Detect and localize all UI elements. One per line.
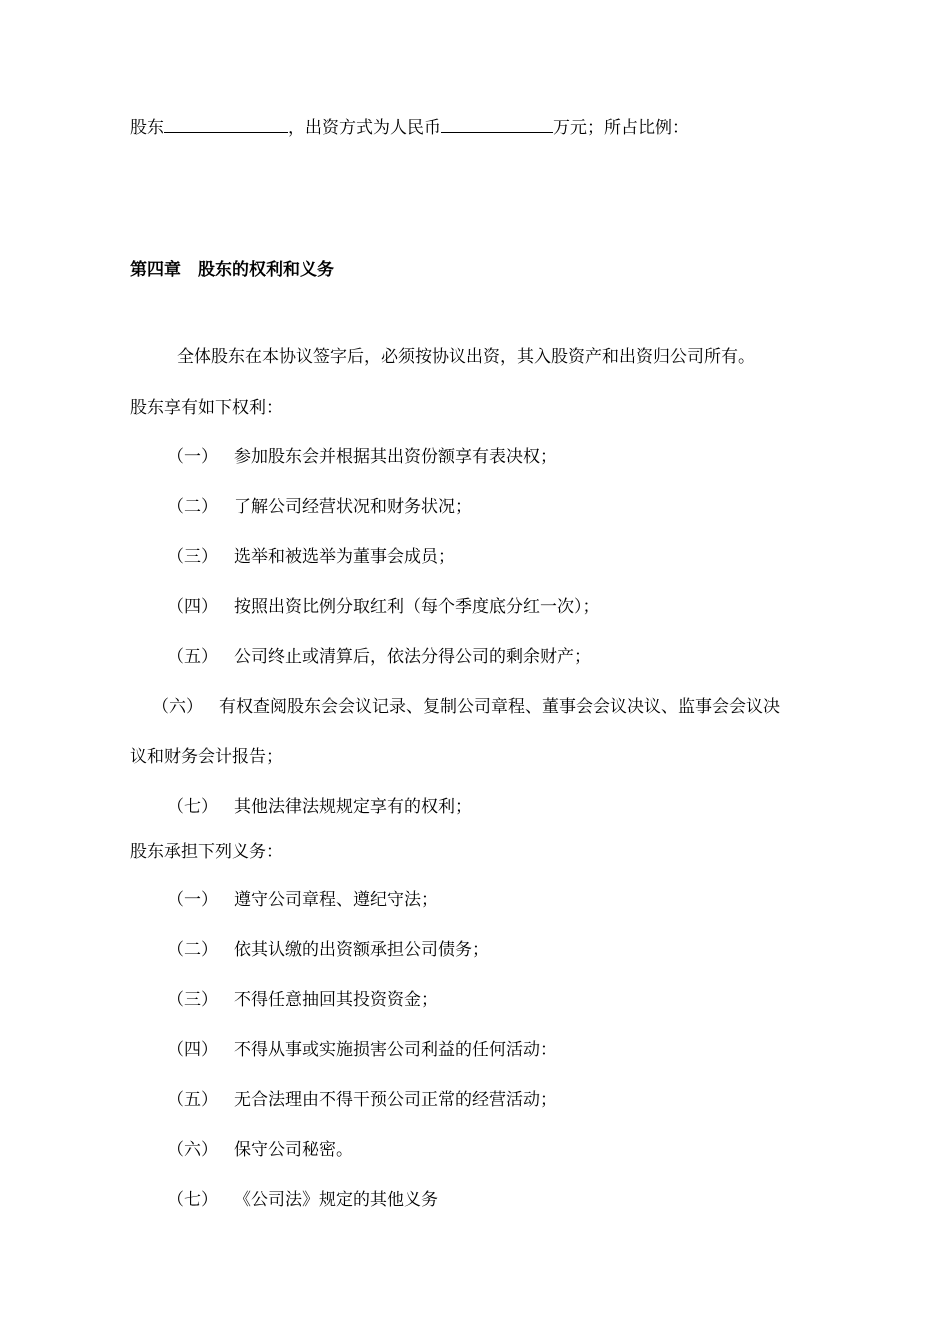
item-number: （一） (167, 447, 218, 467)
item-text: 按照出资比例分取红利（每个季度底分红一次）； (234, 597, 600, 617)
item-number: （六） (152, 697, 203, 717)
item-number: （四） (167, 597, 218, 617)
contribution-method-text: ，出资方式为人民币 (288, 118, 441, 138)
item-text: 依其认缴的出资额承担公司债务； (234, 940, 489, 960)
item-number: （四） (167, 1040, 218, 1060)
duties-item-5 (167, 1088, 557, 1112)
rights-item-1 (167, 445, 557, 469)
item-text: 遵守公司章程、遵纪守法； (234, 890, 438, 910)
chapter-title: 第四章 股东的权利和义务 (130, 260, 334, 280)
unit-ratio-text: 万元；所占比例： (553, 118, 689, 138)
amount-blank[interactable] (441, 114, 553, 133)
item-number: （三） (167, 990, 218, 1010)
duties-item-6 (167, 1138, 353, 1162)
duties-item-4 (167, 1038, 557, 1062)
item-text: 公司终止或清算后，依法分得公司的剩余财产； (234, 647, 591, 667)
item-text: 《公司法》规定的其他义务 (234, 1190, 438, 1210)
item-number: （三） (167, 547, 218, 567)
duties-item-2 (167, 938, 489, 962)
item-text: 参加股东会并根据其出资份额享有表决权； (234, 447, 557, 467)
item-number: （二） (167, 497, 218, 517)
item-text: 其他法律法规规定享有的权利； (234, 797, 472, 817)
item-number: （五） (167, 647, 218, 667)
rights-item-7 (167, 795, 472, 819)
item-text: 了解公司经营状况和财务状况； (234, 497, 472, 517)
item-text: 保守公司秘密。 (234, 1140, 353, 1160)
rights-item-4 (167, 595, 600, 619)
shareholder-contribution-line (130, 114, 689, 140)
rights-item-5 (167, 645, 591, 669)
duties-heading: 股东承担下列义务： (130, 842, 283, 862)
rights-item-6-continued: 议和财务会计报告； (130, 747, 283, 767)
item-number: （七） (167, 1190, 218, 1210)
item-number: （一） (167, 890, 218, 910)
item-number: （五） (167, 1090, 218, 1110)
item-number: （七） (167, 797, 218, 817)
item-text: 不得任意抽回其投资资金； (234, 990, 438, 1010)
duties-item-3 (167, 988, 438, 1012)
rights-heading: 股东享有如下权利： (130, 398, 283, 418)
item-text: 不得从事或实施损害公司利益的任何活动： (234, 1040, 557, 1060)
intro-paragraph: 全体股东在本协议签字后，必须按协议出资，其入股资产和出资归公司所有。 (177, 347, 755, 367)
item-text: 无合法理由不得干预公司正常的经营活动； (234, 1090, 557, 1110)
shareholder-label: 股东 (130, 118, 164, 138)
rights-item-2 (167, 495, 472, 519)
shareholder-name-blank[interactable] (164, 114, 288, 133)
rights-item-3 (167, 545, 455, 569)
item-number: （六） (167, 1140, 218, 1160)
duties-item-7 (167, 1188, 438, 1212)
duties-item-1 (167, 888, 438, 912)
rights-item-6 (152, 695, 780, 719)
item-text: 选举和被选举为董事会成员； (234, 547, 455, 567)
item-text: 有权查阅股东会会议记录、复制公司章程、董事会会议决议、监事会会议决 (219, 697, 780, 717)
item-number: （二） (167, 940, 218, 960)
